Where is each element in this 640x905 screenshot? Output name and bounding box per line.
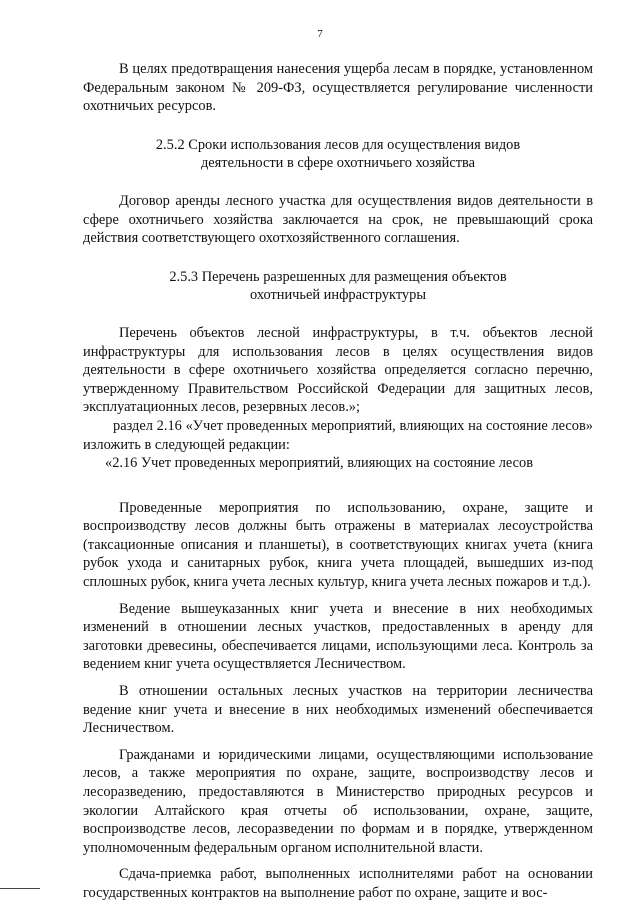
paragraph-record-books-other: В отношении остальных лесных участков на территории лесничества ведение книг учета и внесение в них необходимых изменений обеспечивается Лесничеством. xyxy=(83,683,593,737)
paragraph-hunting-regulation: В целях предотвращения нанесения ущерба лесам в порядке, установленном Федеральным законом № 209-ФЗ, осуществляется регулирование численности охотничьих ресурсов. xyxy=(83,61,593,115)
document-body xyxy=(83,60,593,903)
paragraph-infrastructure-list: Перечень объектов лесной инфраструктуры, в т.ч. объектов лесной инфраструктуры для использования лесов в целях осуществления видов деятельности в сфере охотничьего хозяйства определяется согласно перечню, утвержденному Правительством Российской Федерации для защитных лесов, эксплуатационных лесов, резервных лесов.»; xyxy=(83,324,593,416)
paragraph-section-2-16-amendment: раздел 2.16 «Учет проведенных мероприятий, влияющих на состояние лесов» изложить в следующей редакции: xyxy=(83,417,593,453)
paragraph-measures-recorded: Проведенные мероприятия по использованию, охране, защите и воспроизводству лесов должны быть отражены в материалах лесоустройства (таксационные описания и планшеты), в соответствующих книгах учета (книга рубок ухода и санитарных рубок, книга учета площадей, вышедших из-под сплошных рубок, книга учета лесных культур, книга учета лесных пожаров и т.д.). xyxy=(83,499,593,591)
section-heading-2-16: «2.16 Учет проведенных мероприятий, влияющих на состояние лесов xyxy=(105,455,534,472)
paragraph-lease-term: Договор аренды лесного участка для осуществления видов деятельности в сфере охотничьего хозяйства заключается на срок, не превышающий срока действия соответствующего охотхозяйственного соглашения. xyxy=(83,192,593,247)
section-heading-2-5-2: 2.5.2 Сроки использования лесов для осуществления видов деятельности в сфере охотничьего хозяйства xyxy=(155,136,521,172)
page-number: 7 xyxy=(317,28,323,40)
section-heading-2-5-3: 2.5.3 Перечень разрешенных для размещения объектов охотничьей инфраструктуры xyxy=(169,268,507,304)
paragraph-reports: Гражданами и юридическими лицами, осуществляющими использование лесов, а также мероприятия по охране, защите, воспроизводству лесов и лесоразведению, предоставляются в Министерство природных ресурсов и экологии Алтайского края отчеты об использовании, охране, защите, воспроизводстве лесов, лесоразведении по формам и в порядке, утвержденном уполномоченным федеральным органом исполнительной власти. xyxy=(83,746,593,856)
paragraph-work-acceptance: Сдача-приемка работ, выполненных исполнителями работ на основании государственных контрактов на выполнение работ по охране, защите и вос- xyxy=(83,866,593,901)
paragraph-record-books-leased: Ведение вышеуказанных книг учета и внесение в них необходимых изменений в отношении лесных участков, предоставленных в аренду для заготовки древесины, обеспечивается лицами, использующими леса. Контроль за ведением книг учета осуществляется Лесничеством. xyxy=(83,600,593,673)
footer-rule xyxy=(0,888,40,889)
